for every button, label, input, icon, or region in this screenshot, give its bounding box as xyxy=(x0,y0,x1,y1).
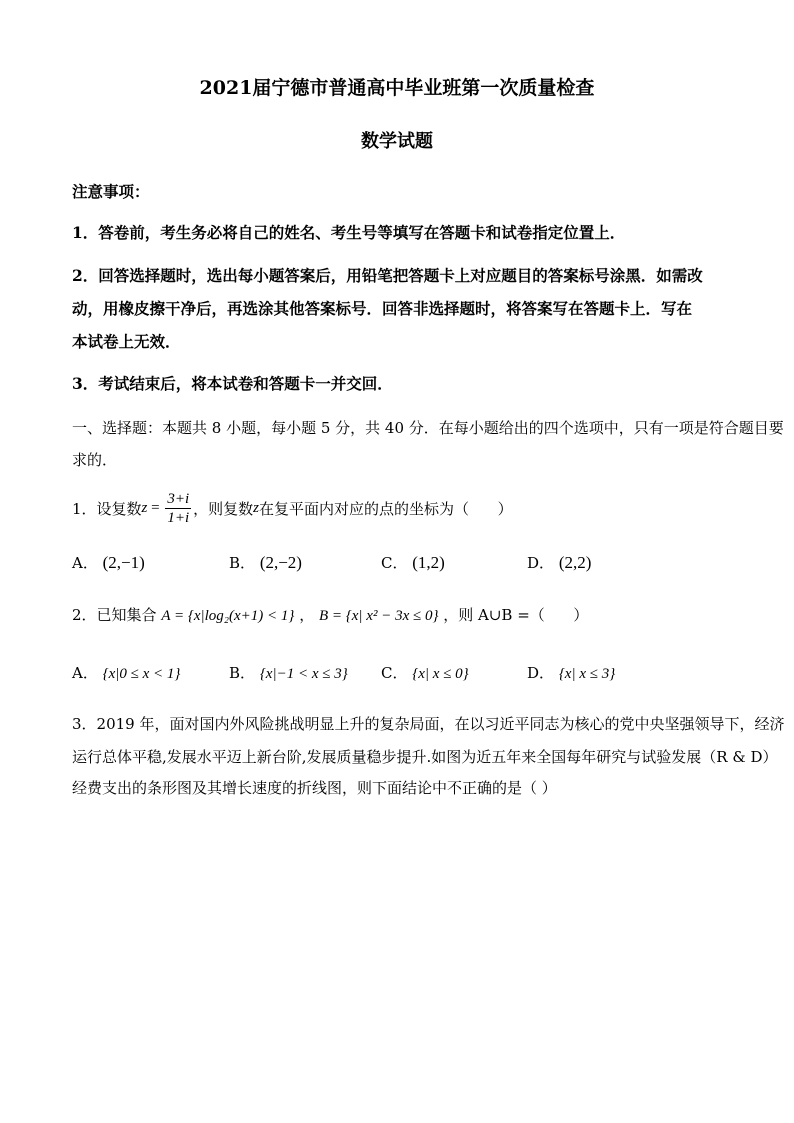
question-3-line-2: 运行总体平稳,发展水平迈上新台阶,发展质量稳步提升.如图为近五年来全国每年研究与试验发展（R & D） xyxy=(72,748,778,766)
section-intro-line-2: 求的． xyxy=(72,451,118,469)
q1-option-d[interactable] xyxy=(527,552,591,573)
q2-option-d[interactable] xyxy=(527,662,615,683)
notice-item-2-line-1: 2．回答选择题时，选出每小题答案后，用铅笔把答题卡上对应题目的答案标号涂黑．如需改 xyxy=(72,266,703,285)
option-label: D． xyxy=(527,554,555,572)
option-value: {x| x ≤ 3} xyxy=(558,666,616,682)
q2-suffix: ，则 A∪B =（ ） xyxy=(443,606,589,624)
q2-set-a: A = {x|log₂(x+1) < 1} xyxy=(161,608,295,624)
question-1 xyxy=(72,486,513,530)
q1-option-c[interactable] xyxy=(381,552,445,573)
q2-set-b: B = {x| x² − 3x ≤ 0} xyxy=(318,608,439,624)
option-label: D． xyxy=(527,664,555,682)
q1-fraction xyxy=(165,490,191,527)
question-2 xyxy=(72,604,588,625)
section-intro-line-1: 一、选择题：本题共 8 小题，每小题 5 分，共 40 分．在每小题给出的四个选项中，只有一项是符合题目要 xyxy=(72,419,784,437)
q1-option-a[interactable] xyxy=(72,552,145,573)
option-label: B． xyxy=(229,554,256,572)
q1-denominator: 1+i xyxy=(167,509,190,526)
notice-item-1: 1．答卷前，考生务必将自己的姓名、考生号等填写在答题卡和试卷指定位置上． xyxy=(72,223,626,242)
notice-heading: 注意事项： xyxy=(72,182,150,201)
option-label: C． xyxy=(381,554,408,572)
option-label: A． xyxy=(72,554,98,572)
option-label: C． xyxy=(381,664,408,682)
q2-prefix: 2．已知集合 xyxy=(72,606,157,624)
option-value: {x| x ≤ 0} xyxy=(412,666,469,682)
q1-variable: z xyxy=(141,499,148,516)
notice-item-2-line-2: 动，用橡皮擦干净后，再选涂其他答案标号．回答非选择题时，将答案写在答题卡上．写在 xyxy=(72,299,693,318)
notice-item-3: 3．考试结束后，将本试卷和答题卡一并交回． xyxy=(72,374,393,393)
q1-mid: ，则复数 xyxy=(193,499,254,518)
q1-suffix: 在复平面内对应的点的坐标为（ ） xyxy=(259,499,513,518)
option-value: (2,−1) xyxy=(102,553,145,572)
option-value: (2,2) xyxy=(558,553,592,572)
q1-equals: = xyxy=(147,499,164,516)
q1-option-b[interactable] xyxy=(229,552,302,573)
option-value: {x|0 ≤ x < 1} xyxy=(102,666,181,682)
q2-option-a[interactable] xyxy=(72,662,180,683)
exam-subtitle: 数学试题 xyxy=(361,131,433,152)
exam-title: 2021届宁德市普通高中毕业班第一次质量检查 xyxy=(199,77,595,99)
q1-numerator: 3+i xyxy=(167,490,190,507)
option-value: {x|−1 < x ≤ 3} xyxy=(259,666,348,682)
q2-comma: ， xyxy=(299,606,315,624)
q2-option-b[interactable] xyxy=(229,662,348,683)
option-value: (1,2) xyxy=(412,553,445,572)
question-3-line-1: 3．2019 年，面对国内外风险挑战明显上升的复杂局面，在以习近平同志为核心的党中央坚强领导下，经济 xyxy=(72,715,785,733)
option-label: A． xyxy=(72,664,98,682)
option-value: (2,−2) xyxy=(259,553,302,572)
q1-prefix: 1．设复数 xyxy=(72,499,142,518)
q2-option-c[interactable] xyxy=(381,662,469,683)
option-label: B． xyxy=(229,664,256,682)
question-3-line-3: 经费支出的条形图及其增长速度的折线图，则下面结论中不正确的是（ ） xyxy=(72,779,557,797)
q1-variable-2: z xyxy=(253,499,260,516)
notice-item-2-line-3: 本试卷上无效． xyxy=(72,332,181,351)
